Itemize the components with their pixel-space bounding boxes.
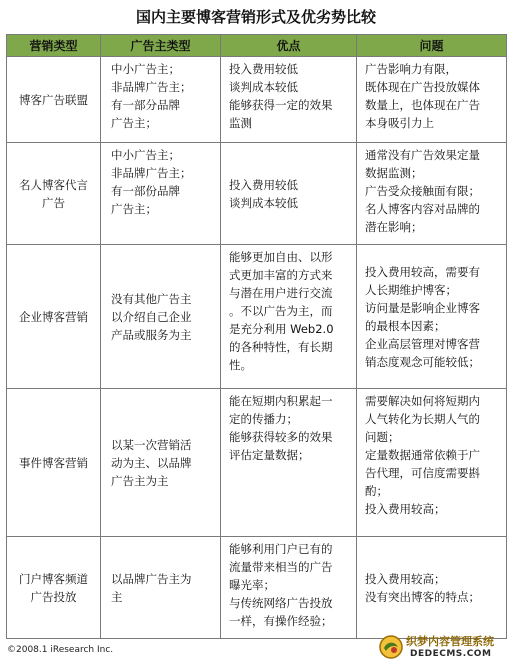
cell-line: 数量上，也体现在广告 <box>365 98 480 112</box>
cell-pros <box>221 537 357 639</box>
header-advertisers: 广告主类型 <box>101 35 221 57</box>
cell-line: 能够获得一定的效果 <box>229 98 333 112</box>
cell-type <box>7 57 101 143</box>
cell-pros <box>221 389 357 537</box>
cell-line: 人气转化为长期人气的 <box>365 412 480 426</box>
cell-advertisers <box>101 143 221 245</box>
cell-line: 广告影响力有限， <box>365 62 457 76</box>
cell-line: 本身吸引力上 <box>365 116 434 130</box>
cell-line: 名人博客代言 <box>19 177 88 192</box>
cell-line: 广告 <box>42 195 65 210</box>
cell-line: 通常没有广告效果定量 <box>365 148 480 162</box>
cell-line: 性。 <box>229 358 252 372</box>
cell-line: 以某一次营销活 <box>111 437 192 452</box>
cell-line: 销态度观念可能较低； <box>365 354 480 369</box>
cell-line: 式更加丰富的方式来 <box>229 268 333 282</box>
header-type: 营销类型 <box>7 35 101 57</box>
cell-line: 告代理，可信度需要斟 <box>365 466 480 480</box>
cell-line: 事件博客营销 <box>19 455 88 470</box>
cell-line: 投入费用较高； <box>365 502 446 516</box>
cell-line: 企业博客营销 <box>19 309 88 324</box>
cell-line: 能在短期内积累起一 <box>229 394 333 408</box>
cell-pros <box>221 245 357 389</box>
cell-line: 评估定量数据； <box>229 448 310 462</box>
cell-type <box>7 245 101 389</box>
table-row <box>7 57 507 143</box>
copyright-footer: ©2008.1 iResearch Inc. <box>7 645 114 655</box>
cell-line: 动为主、以品牌 <box>111 455 192 470</box>
cell-line: 广告主为主 <box>111 473 169 488</box>
cell-line: 博客广告联盟 <box>19 92 88 107</box>
watermark-logo <box>376 632 512 664</box>
cell-line: 数据监测； <box>365 166 423 180</box>
cell-line: 没有突出博客的特点； <box>365 589 480 604</box>
table-row <box>7 245 507 389</box>
cell-line: 定量数据通常依赖于广 <box>365 448 480 462</box>
cell-type <box>7 143 101 245</box>
cell-cons <box>357 143 507 245</box>
cell-line: 名人博客内容对品牌的 <box>365 202 480 216</box>
table-title: 国内主要博客营销形式及优劣势比较 <box>135 8 376 26</box>
cell-line: 能够获得较多的效果 <box>229 430 333 444</box>
cell-line: 曝光率； <box>229 578 275 592</box>
cell-line: 中小广告主； <box>111 148 180 162</box>
cell-line: 人长期维护博客； <box>365 282 457 297</box>
watermark-emblem-icon <box>378 634 404 660</box>
cell-line: 企业高层管理对博客营 <box>365 336 480 351</box>
cell-line: 门户博客频道 <box>19 571 88 586</box>
cell-line: 主 <box>111 589 123 604</box>
cell-pros <box>221 143 357 245</box>
cell-line: 监测 <box>229 116 252 130</box>
cell-line: 的各种特性，有长期 <box>229 340 333 354</box>
cell-line: 以介绍自己企业 <box>111 309 192 324</box>
cell-pros <box>221 57 357 143</box>
cell-line: 访问量是影响企业博客 <box>365 300 480 315</box>
cell-type <box>7 389 101 537</box>
cell-line: 投入费用较低 <box>229 177 298 192</box>
table-row <box>7 389 507 537</box>
cell-line: 广告主； <box>111 116 157 130</box>
cell-line: 广告主； <box>111 202 157 216</box>
cell-advertisers <box>101 245 221 389</box>
cell-line: 谈判成本较低 <box>229 80 298 94</box>
cell-line: 能够利用门户已有的 <box>229 542 333 556</box>
header-row <box>7 35 507 57</box>
cell-line: 没有其他广告主 <box>111 291 192 306</box>
cell-line: 投入费用较高； <box>365 571 446 586</box>
cell-cons <box>357 57 507 143</box>
cell-line: 广告受众接触面有限； <box>365 184 480 198</box>
cell-line: 谈判成本较低 <box>229 195 298 210</box>
cell-line: 以品牌广告主为 <box>111 571 192 586</box>
cell-line: 既体现在广告投放媒体 <box>365 80 480 94</box>
table-row <box>7 537 507 639</box>
cell-line: 与传统网络广告投放 <box>229 596 333 610</box>
cell-cons <box>357 389 507 537</box>
header-pros: 优点 <box>221 35 357 57</box>
cell-advertisers <box>101 537 221 639</box>
cell-line: 广告投放 <box>30 589 77 604</box>
cell-line: 中小广告主； <box>111 62 180 76</box>
cell-line: 非品牌广告主； <box>111 80 192 94</box>
cell-line: 非品牌广告主； <box>111 166 192 180</box>
cell-line: 有一部分品牌 <box>111 98 180 112</box>
watermark-text-en: DEDECMS.COM <box>410 649 492 659</box>
table-row <box>7 143 507 245</box>
cell-line: 一样，有操作经验； <box>229 614 333 628</box>
cell-line: 是充分利用 Web2.0 <box>229 322 334 336</box>
cell-line: 。不以广告为主，而 <box>229 304 333 318</box>
cell-line: 问题； <box>365 430 400 444</box>
cell-line: 的最根本因素； <box>365 318 446 333</box>
cell-line: 投入费用较低 <box>229 62 298 76</box>
comparison-table <box>6 34 507 639</box>
cell-line: 定的传播力； <box>229 412 298 426</box>
cell-line: 酌； <box>365 484 388 498</box>
cell-line: 产品或服务为主 <box>111 327 192 342</box>
cell-line: 有一部份品牌 <box>111 184 180 198</box>
cell-line: 潜在影响； <box>365 220 423 234</box>
cell-advertisers <box>101 389 221 537</box>
cell-advertisers <box>101 57 221 143</box>
cell-cons <box>357 245 507 389</box>
cell-type <box>7 537 101 639</box>
cell-line: 流量带来相当的广告 <box>229 560 333 574</box>
watermark-text-cn: 织梦内容管理系统 <box>406 635 494 648</box>
header-cons: 问题 <box>357 35 507 57</box>
cell-line: 与潜在用户进行交流 <box>229 286 333 300</box>
cell-line: 投入费用较高，需要有 <box>365 264 480 279</box>
cell-line: 需要解决如何将短期内 <box>365 394 480 408</box>
cell-cons <box>357 537 507 639</box>
cell-line: 能够更加自由、以形 <box>229 250 333 264</box>
